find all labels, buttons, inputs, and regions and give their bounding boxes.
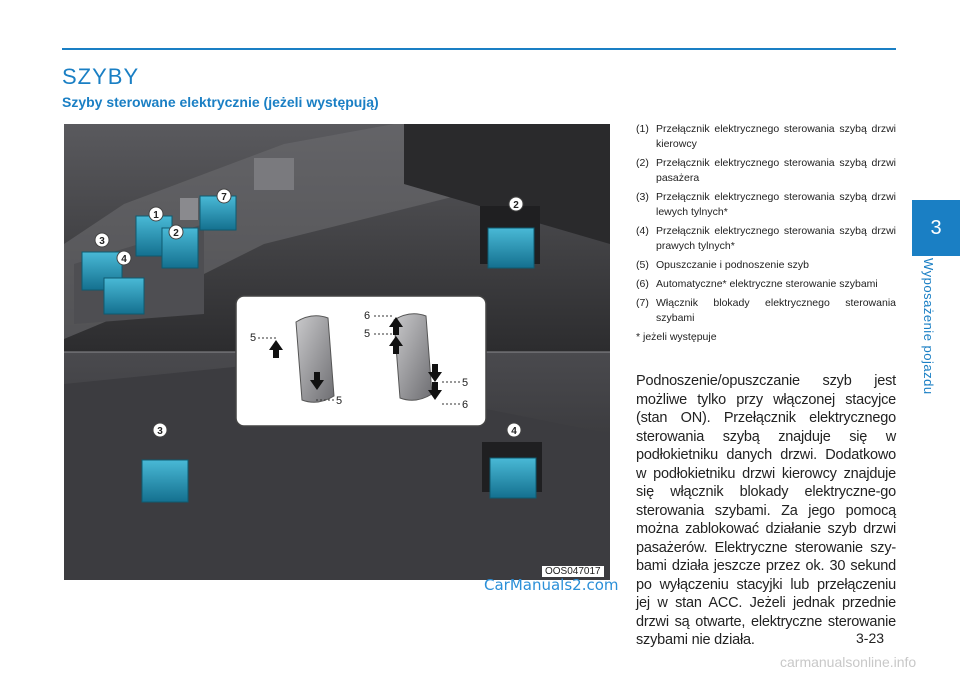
callout-2: 2 [173, 228, 179, 239]
subsection-title: Szyby sterowane elektrycznie (jeżeli występują) [62, 94, 379, 110]
inset-label-6b: 6 [462, 399, 469, 411]
legend [636, 122, 896, 345]
callout-3b: 3 [157, 426, 163, 437]
switch-2-passenger[interactable] [488, 228, 534, 268]
callout-3: 3 [99, 236, 105, 247]
inset-label-5a: 5 [250, 332, 257, 344]
figure-code: OOS047017 [542, 566, 604, 577]
legend-item: (2) Przełącznik elektrycznego sterowania szybą drzwi pasażera [636, 157, 896, 184]
inset-diagram [236, 296, 486, 426]
mirror-control[interactable] [254, 158, 294, 190]
legend-item: (6) Automatyczne* elektryczne sterowanie szybami [636, 278, 878, 290]
legend-item: (1) Przełącznik elektrycznego sterowania szybą drzwi kierowcy [636, 123, 896, 150]
inset-label-6a: 6 [364, 310, 371, 322]
footer-watermark: carmanualsonline.info [780, 654, 917, 670]
inset-label-5d: 5 [462, 377, 469, 389]
body-paragraph: Podnoszenie/opuszczanie szyb jest możliwe tylko przy włączonej stacyjce (stan ON). Przełącznik elektrycznego sterowania szybą znajduje się w podłokietniku danych drzwi. Dodatkowo w podłokietniku drzwi kierowcy znajduje się włącznik blokady elektryczne-go sterowania szybami. Za jego pomocą można zablokować działanie szyb drzwi pasażerów. Elektryczne sterowanie szy-bami działa jeszcze przez ok. 30 sekund po wyłączeniu stacyjki lub przełączeniu jej w stan ACC. Jeżeli jednak przednie drzwi są otwarte, elektryczne sterowanie szybami nie działa. [636, 373, 896, 648]
legend-item: (5) Opuszczanie i podnoszenie szyb [636, 259, 809, 271]
legend-item: (3) Przełącznik elektrycznego sterowania szybą drzwi lewych tylnych* [636, 191, 896, 218]
legend-item: (4) Przełącznik elektrycznego sterowania szybą drzwi prawych tylnych* [636, 225, 896, 252]
legend-item: (7) Włącznik blokady elektrycznego sterowania szybami [636, 297, 896, 324]
window-switch-figure [64, 124, 610, 580]
inset-label-5c: 5 [364, 328, 371, 340]
page-number: 3-23 [856, 630, 885, 646]
callout-2b: 2 [513, 200, 519, 211]
section-title: SZYBY [62, 64, 140, 89]
chapter-tab[interactable]: 3 [912, 200, 960, 256]
switch-4[interactable] [104, 278, 144, 314]
switch-4-rear[interactable] [490, 458, 536, 498]
switch-3-rear[interactable] [142, 460, 188, 502]
chapter-name-label: Wyposażenie pojazdu [921, 258, 936, 395]
figure-illustration [64, 124, 610, 580]
callout-1: 1 [153, 210, 159, 221]
callout-4b: 4 [511, 426, 517, 437]
carmanuals-watermark: CarManuals2.com [484, 576, 619, 594]
mirror-switch[interactable] [180, 198, 198, 220]
switch-7[interactable] [200, 196, 236, 230]
callout-4: 4 [121, 254, 127, 265]
legend-note: * jeżeli występuje [636, 331, 717, 343]
inset-label-5b: 5 [336, 395, 343, 407]
chapter-name [922, 258, 942, 398]
callout-7: 7 [221, 192, 227, 203]
header-rule [62, 48, 896, 50]
